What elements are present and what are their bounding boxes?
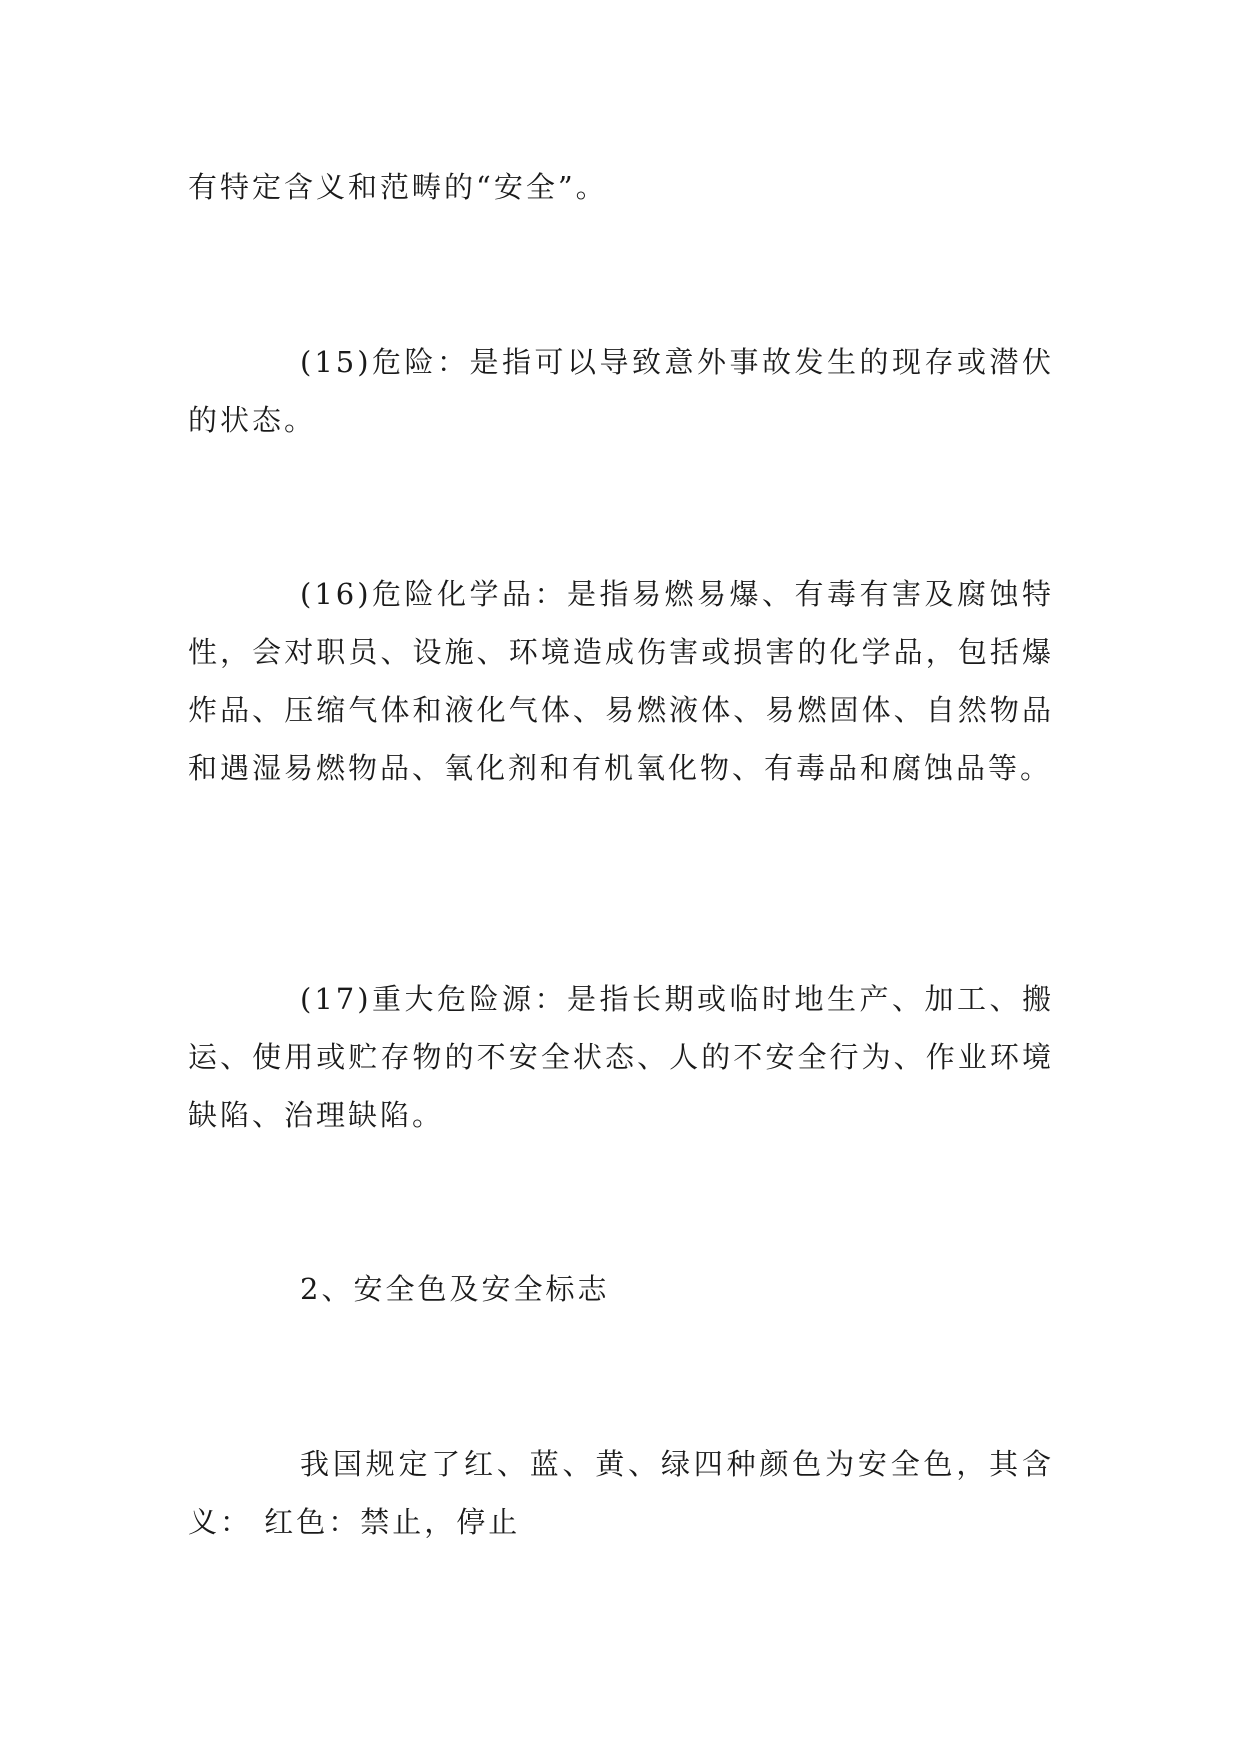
section-heading-safety-colors-signs: 2、安全色及安全标志 <box>300 1272 610 1306</box>
paragraph-danger-definition: (15)危险：是指可以导致意外事故发生的现存或潜伏的状态。 <box>188 345 1054 437</box>
paragraph-safety-definition-end: 有特定含义和范畴的“安全”。 <box>188 170 608 204</box>
paragraph-safety-colors-meaning: 我国规定了红、蓝、黄、绿四种颜色为安全色，其含义： 红色：禁止，停止 <box>188 1447 1054 1539</box>
paragraph-major-hazard-source-definition: (17)重大危险源：是指长期或临时地生产、加工、搬运、使用或贮存物的不安全状态、人的不安全行为、作业环境缺陷、治理缺陷。 <box>188 982 1054 1132</box>
paragraph-hazardous-chemicals-definition: (16)危险化学品：是指易燃易爆、有毒有害及腐蚀特性，会对职员、设施、环境造成伤害或损害的化学品，包括爆炸品、压缩气体和液化气体、易燃液体、易燃固体、自然物品和遇湿易燃物品、氧化剂和有机氧化物、有毒品和腐蚀品等。 <box>188 577 1054 785</box>
